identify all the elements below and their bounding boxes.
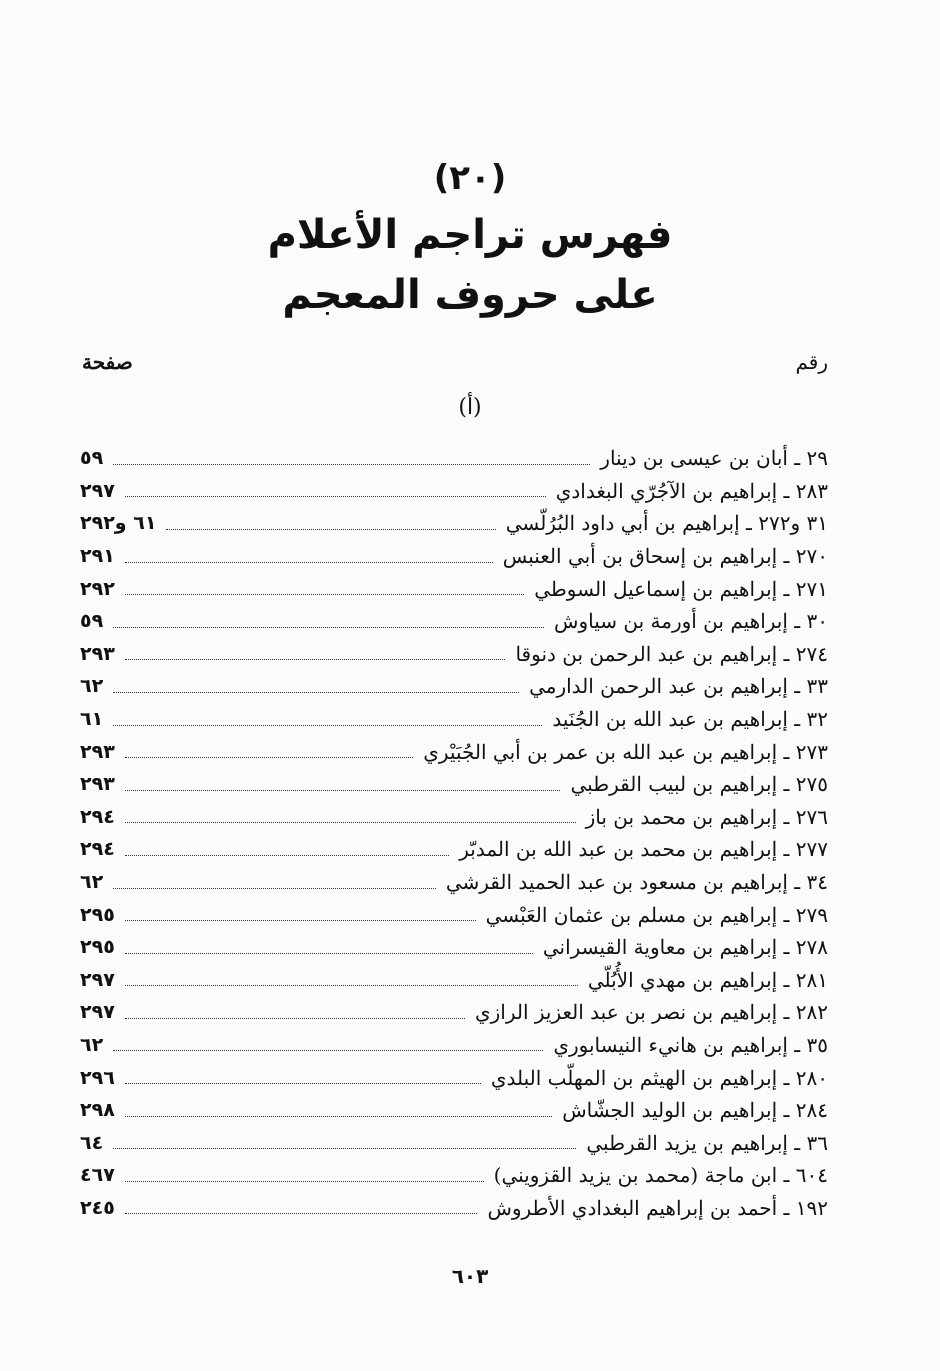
- entry-page: ٢٩٧: [80, 968, 115, 991]
- dot-leader: [166, 529, 495, 530]
- index-entry: [80, 768, 828, 801]
- entry-page: ٦١ و٢٩٢: [80, 512, 157, 535]
- dot-leader: [125, 920, 476, 921]
- entry-name: ٦٠٤ ـ ابن ماجة (محمد بن يزيد القزويني): [493, 1163, 828, 1188]
- dot-leader: [113, 692, 519, 693]
- entry-page: ٦٢: [80, 871, 104, 894]
- entry-name: ١٩٢ ـ أحمد بن إبراهيم البغدادي الأطروش: [487, 1195, 828, 1220]
- entry-page: ٢٩٥: [80, 903, 115, 926]
- index-entry: [80, 572, 828, 605]
- entry-page: ٤٦٧: [80, 1164, 115, 1187]
- index-entries: [80, 442, 828, 1224]
- entry-page: ٢٩٣: [80, 773, 115, 796]
- index-entry: [80, 540, 828, 573]
- dot-leader: [113, 464, 590, 465]
- dot-leader: [125, 594, 524, 595]
- folio-page-number: ٦٠٣: [451, 1264, 489, 1288]
- entry-page: ٢٤٥: [80, 1196, 115, 1219]
- entry-name: ٢٧٠ ـ إبراهيم بن إسحاق بن أبي العنبس: [502, 544, 828, 569]
- index-entry: [80, 866, 828, 899]
- entry-name: ٢٨٠ ـ إبراهيم بن الهيثم بن المهلّب البلدي: [490, 1065, 828, 1090]
- index-entry: [80, 1029, 828, 1062]
- entry-name: ٢٧٥ ـ إبراهيم بن لبيب القرطبي: [570, 772, 828, 797]
- index-entry: [80, 703, 828, 736]
- dot-leader: [125, 1083, 481, 1084]
- entry-page: ٦١: [80, 708, 104, 731]
- index-entry: [80, 475, 828, 508]
- index-entry: [80, 931, 828, 964]
- entry-name: ٣٢ ـ إبراهيم بن عبد الله بن الجُنَيد: [552, 707, 828, 732]
- entry-page: ٢٩١: [80, 545, 115, 568]
- entry-name: ٢٧١ ـ إبراهيم بن إسماعيل السوطي: [534, 576, 828, 601]
- entry-page: ٢٩٣: [80, 740, 115, 763]
- entry-name: ٣٤ ـ إبراهيم بن مسعود بن عبد الحميد القرشي: [445, 870, 828, 895]
- entry-page: ٢٩٨: [80, 1099, 115, 1122]
- dot-leader: [113, 1050, 543, 1051]
- entry-name: ٢٧٦ ـ إبراهيم بن محمد بن باز: [585, 804, 828, 829]
- dot-leader: [125, 822, 576, 823]
- dot-leader: [113, 888, 436, 889]
- entry-page: ٢٩٧: [80, 1001, 115, 1024]
- index-entry: [80, 1126, 828, 1159]
- entry-page: ٢٩٧: [80, 479, 115, 502]
- entry-name: ٢٧٨ ـ إبراهيم بن معاوية القيسراني: [542, 935, 828, 960]
- dot-leader: [125, 1116, 552, 1117]
- entry-name: ٢٧٩ ـ إبراهيم بن مسلم بن عثمان العَبْسي: [485, 902, 828, 927]
- entry-name: ٣٣ ـ إبراهيم بن عبد الرحمن الدارمي: [529, 674, 828, 699]
- entry-page: ٦٤: [80, 1131, 104, 1154]
- entry-page: ٢٩٤: [80, 838, 115, 861]
- dot-leader: [125, 757, 413, 758]
- entry-page: ٢٩٢: [80, 577, 115, 600]
- dot-leader: [125, 1181, 484, 1182]
- index-entry: [80, 638, 828, 671]
- dot-leader: [113, 1148, 576, 1149]
- index-entry: [80, 996, 828, 1029]
- index-entry: [80, 801, 828, 834]
- index-entry: [80, 442, 828, 475]
- entry-name: ٢٨٤ ـ إبراهيم بن الوليد الجشّاش: [562, 1098, 828, 1123]
- dot-leader: [125, 790, 561, 791]
- dot-leader: [113, 627, 544, 628]
- entry-name: ٢٩ ـ أبان بن عيسى بن دينار: [600, 446, 828, 471]
- entry-page: ٦٢: [80, 675, 104, 698]
- entry-page: ٦٢: [80, 1033, 104, 1056]
- entry-page: ٢٩٤: [80, 805, 115, 828]
- index-entry: [80, 1094, 828, 1127]
- entry-name: ٢٨٢ ـ إبراهيم بن نصر بن عبد العزيز الرازي: [474, 1000, 828, 1025]
- dot-leader: [125, 659, 506, 660]
- entry-page: ٢٩٥: [80, 936, 115, 959]
- entry-name: ٣٠ ـ إبراهيم بن أورمة بن سياوش: [554, 609, 828, 634]
- index-entry: [80, 507, 828, 540]
- entry-name: ٢٧٣ ـ إبراهيم بن عبد الله بن عمر بن أبي الجُبَيْري: [423, 739, 828, 764]
- index-entry: [80, 1192, 828, 1225]
- index-entry: [80, 964, 828, 997]
- index-entry: [80, 833, 828, 866]
- entry-page: ٥٩: [80, 610, 104, 633]
- dot-leader: [125, 985, 578, 986]
- entry-name: ٢٧٧ ـ إبراهيم بن محمد بن عبد الله بن المدبّر: [459, 837, 828, 862]
- dot-leader: [125, 496, 546, 497]
- section-number: (٢٠): [433, 158, 507, 198]
- entry-name: ٢٨١ ـ إبراهيم بن مهدي الأُبُلّي: [587, 967, 828, 992]
- entry-page: ٥٩: [80, 447, 104, 470]
- index-subtitle: على حروف المعجم: [282, 272, 658, 318]
- index-entry: [80, 1159, 828, 1192]
- index-entry: [80, 1061, 828, 1094]
- entry-name: ٣١ و٢٧٢ ـ إبراهيم بن أبي داود البُرُلّسي: [505, 511, 828, 536]
- index-entry: [80, 735, 828, 768]
- index-entry: [80, 670, 828, 703]
- entry-page: ٢٩٦: [80, 1066, 115, 1089]
- entry-page: ٢٩٣: [80, 642, 115, 665]
- entry-name: ٢٨٣ ـ إبراهيم بن الآجُرّي البغدادي: [555, 478, 828, 503]
- index-entry: [80, 898, 828, 931]
- entry-name: ٣٦ ـ إبراهيم بن يزيد القرطبي: [586, 1130, 828, 1155]
- index-title: فهرس تراجم الأعلام: [267, 212, 673, 258]
- dot-leader: [125, 1018, 465, 1019]
- index-entry: [80, 605, 828, 638]
- number-column-heading: رقم: [795, 350, 828, 374]
- dot-leader: [125, 562, 493, 563]
- entry-name: ٢٧٤ ـ إبراهيم بن عبد الرحمن بن دنوقا: [515, 641, 828, 666]
- dot-leader: [113, 725, 542, 726]
- dot-leader: [125, 1213, 478, 1214]
- dot-leader: [125, 953, 533, 954]
- entry-name: ٣٥ ـ إبراهيم بن هانيء النيسابوري: [553, 1032, 828, 1057]
- dot-leader: [125, 855, 449, 856]
- page-column-heading: صفحة: [82, 350, 133, 374]
- letter-heading: (أ): [458, 395, 482, 420]
